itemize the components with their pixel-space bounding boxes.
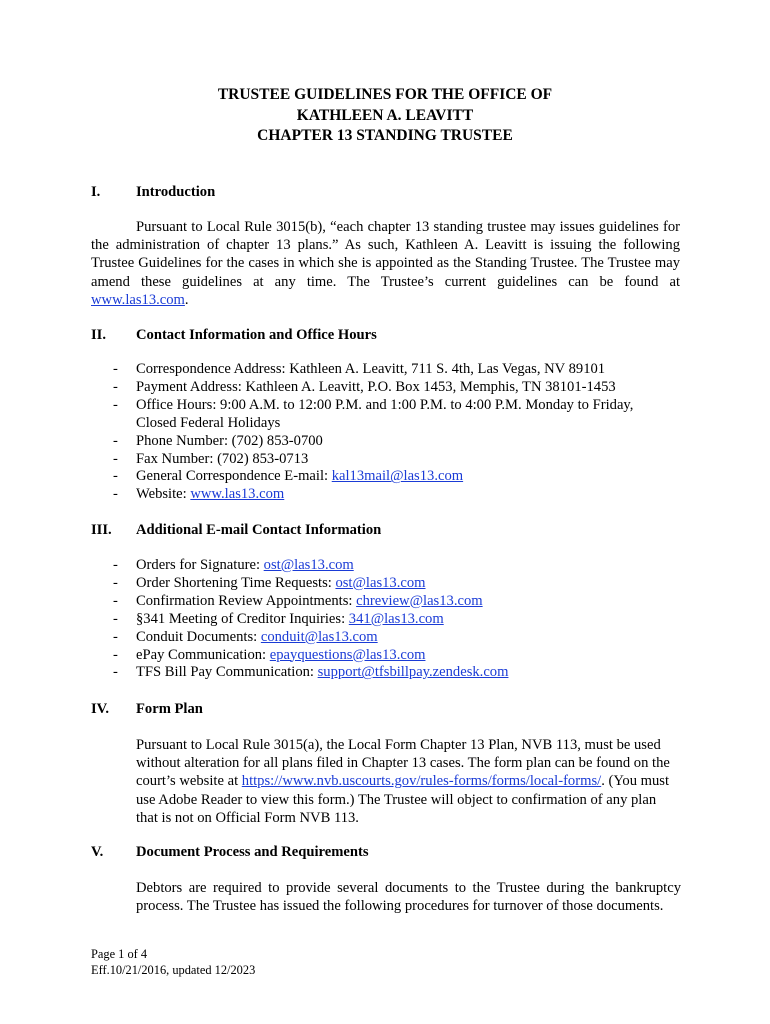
list-item-website: - Website: www.las13.com — [113, 486, 285, 503]
form-plan-text-end: . (You must use Adobe Reader to view this form.) The Trustee will object to confirmation of any plan that is not on Official Form NVB 113. — [136, 773, 670, 826]
email-link[interactable]: chreview@las13.com — [356, 592, 483, 609]
list-item-confirmation-review: - Confirmation Review Appointments: chreview@las13.com — [113, 592, 483, 609]
page-number: Page 1 of 4 — [91, 947, 148, 961]
form-plan-text: Pursuant to Local Rule 3015(a), the Local Form Chapter 13 Plan, NVB 113, must be used without alteration for all plans filed in Chapter 13 cases. The form plan can be found on the court’s website at — [136, 737, 670, 790]
section-number: III. — [91, 522, 112, 538]
list-item-correspondence-address: - Correspondence Address: Kathleen A. Leavitt, 711 S. 4th, Las Vegas, NV 89101 — [113, 361, 606, 377]
section-number: II. — [91, 327, 107, 343]
section-number: IV. — [91, 701, 109, 717]
local-forms-link[interactable]: https://www.nvb.uscourts.gov/rules-forms/forms/local-forms/ — [241, 773, 602, 790]
effective-date: Eff.10/21/2016, updated 12/2023 — [91, 963, 256, 977]
section-number: I. — [91, 184, 101, 200]
section-title: Document Process and Requirements — [136, 844, 369, 860]
email-contact-list — [113, 557, 508, 682]
contact-info-list — [113, 361, 633, 504]
title-line-3: CHAPTER 13 STANDING TRUSTEE — [257, 127, 513, 144]
document-title — [0, 85, 770, 147]
email-link[interactable]: support@tfsbillpay.zendesk.com — [317, 664, 509, 681]
section-title: Contact Information and Office Hours — [136, 327, 377, 343]
list-item-office-hours: - Office Hours: 9:00 A.M. to 12:00 P.M. and 1:00 P.M. to 4:00 P.M. Monday to Friday, Closed Federal Holidays — [113, 396, 634, 431]
introduction-text-end: . — [184, 291, 189, 308]
list-item-conduit-documents: - Conduit Documents: conduit@las13.com — [113, 628, 378, 645]
list-item-fax-number: - Fax Number: (702) 853-0713 — [113, 450, 309, 467]
website-link[interactable]: www.las13.com — [190, 486, 285, 503]
section-title: Introduction — [136, 184, 216, 200]
title-line-1: TRUSTEE GUIDELINES FOR THE OFFICE OF — [217, 86, 553, 103]
list-item-341-meeting: - §341 Meeting of Creditor Inquiries: 341@las13.com — [113, 610, 444, 627]
email-link[interactable]: ost@las13.com — [335, 574, 426, 591]
section-title: Form Plan — [136, 701, 203, 717]
guidelines-website-link[interactable]: www.las13.com — [91, 291, 185, 308]
section-number: V. — [91, 844, 104, 860]
email-link[interactable]: epayquestions@las13.com — [269, 646, 426, 663]
introduction-text: Pursuant to Local Rule 3015(b), “each chapter 13 standing trustee may issues guidelines for the administration of chapter 13 plans.” As such, Kathleen A. Leavitt is issuing the following Trustee Guidelines for the cases in which she is appointed as the Standing Trustee. The Trustee may amend these guidelines at any time. The Trustee’s current guidelines can be found at — [91, 219, 680, 290]
list-item-tfs-bill-pay: - TFS Bill Pay Communication: support@tfsbillpay.zendesk.com — [113, 664, 509, 681]
general-email-link[interactable]: kal13mail@las13.com — [331, 468, 464, 485]
title-line-2: KATHLEEN A. LEAVITT — [296, 106, 474, 124]
office-hours-continuation: Closed Federal Holidays — [136, 414, 281, 431]
email-link[interactable]: ost@las13.com — [263, 557, 354, 573]
list-item-payment-address: - Payment Address: Kathleen A. Leavitt, P.O. Box 1453, Memphis, TN 38101-1453 — [113, 378, 616, 395]
section-title: Additional E-mail Contact Information — [136, 522, 382, 538]
page-footer — [91, 946, 255, 978]
form-plan-paragraph — [136, 736, 681, 827]
list-item-general-email: - General Correspondence E-mail: kal13mail@las13.com — [113, 468, 464, 485]
introduction-paragraph — [91, 218, 680, 309]
email-link[interactable]: 341@las13.com — [348, 610, 444, 627]
list-item-epay: - ePay Communication: epayquestions@las13.com — [113, 646, 426, 663]
list-item-phone-number: - Phone Number: (702) 853-0700 — [113, 432, 323, 449]
documents-paragraph — [136, 879, 681, 915]
list-item-orders-for-signature: - Orders for Signature: ost@las13.com — [113, 557, 354, 573]
documents-text: Debtors are required to provide several documents to the Trustee during the bankruptcy process. The Trustee has issued the following procedures for turnover of those documents. — [136, 880, 681, 915]
list-item-order-shortening-time: - Order Shortening Time Requests: ost@las13.com — [113, 574, 426, 591]
email-link[interactable]: conduit@las13.com — [260, 628, 378, 645]
